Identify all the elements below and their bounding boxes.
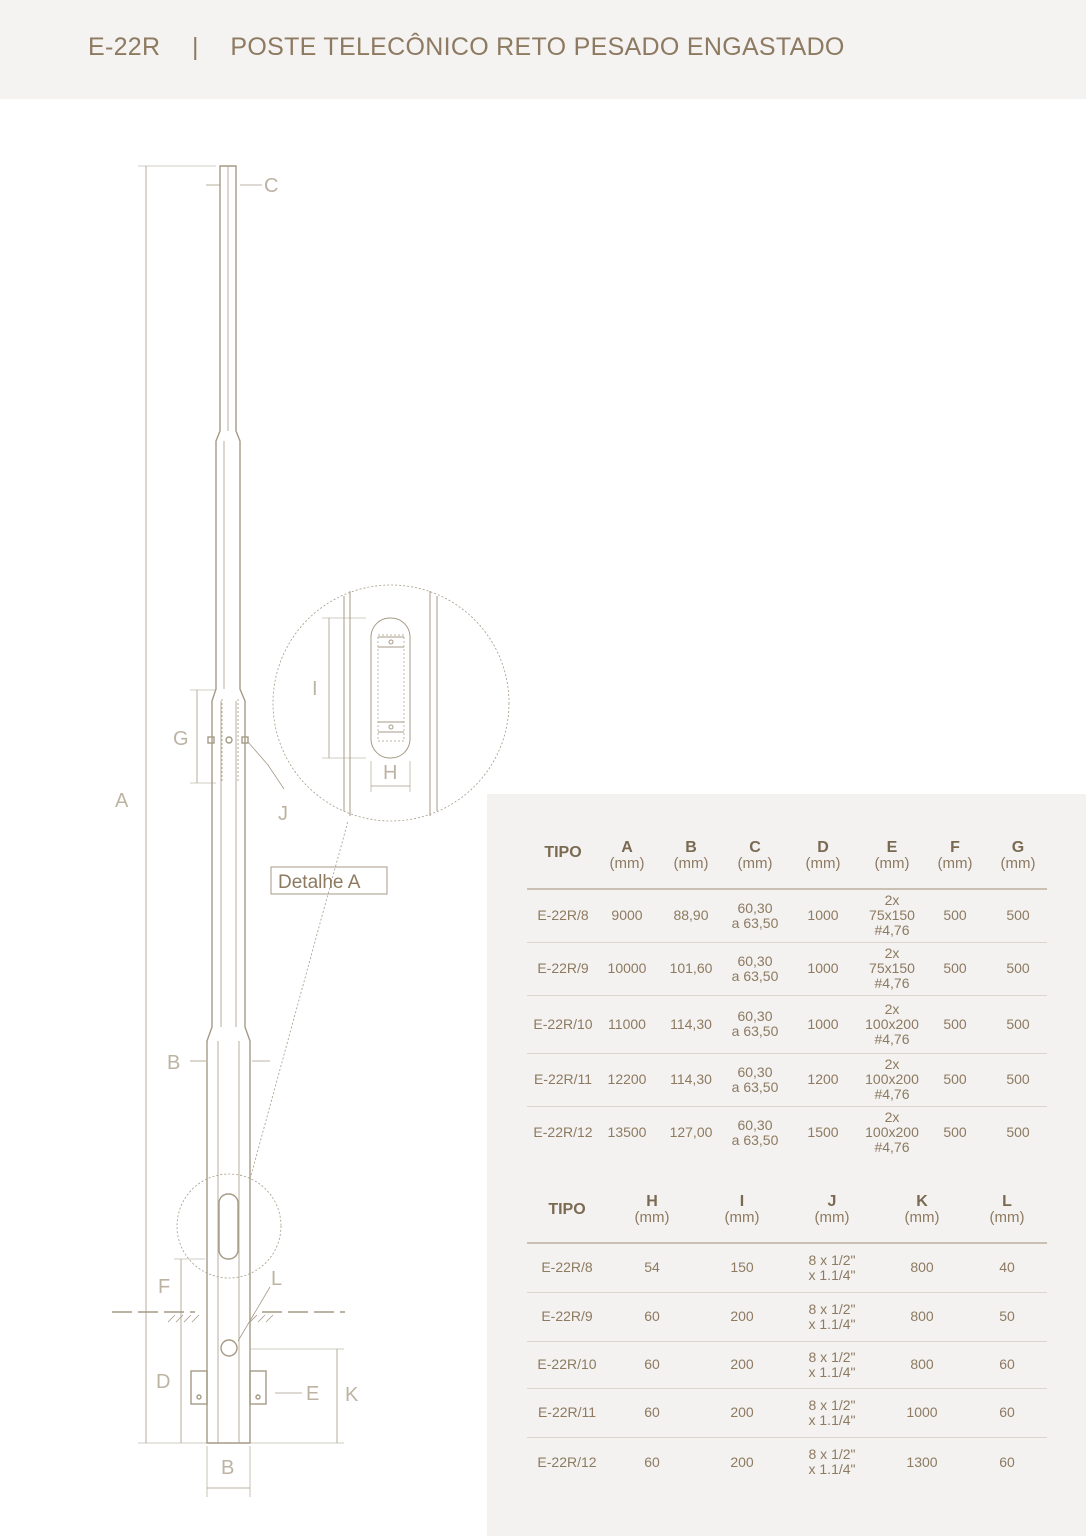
detail-source-circle bbox=[177, 1174, 281, 1278]
pole-technical-drawing bbox=[0, 99, 560, 1536]
cell-c: 60,30 a 63,50 bbox=[727, 1053, 783, 1106]
cell-k: 1000 bbox=[877, 1388, 967, 1437]
title-separator: | bbox=[191, 33, 199, 61]
label-c: C bbox=[264, 175, 279, 197]
col-header-b: B (mm) bbox=[655, 834, 727, 889]
col-header-c: C (mm) bbox=[727, 834, 783, 889]
product-title: POSTE TELECÔNICO RETO PESADO ENGASTADO bbox=[230, 33, 845, 61]
cell-b: 114,30 bbox=[655, 1053, 727, 1106]
label-j: J bbox=[278, 803, 288, 825]
col-header-g: G (mm) bbox=[989, 834, 1047, 889]
col-header-f: F (mm) bbox=[921, 834, 989, 889]
page-header bbox=[0, 0, 1086, 99]
cell-i: 200 bbox=[697, 1388, 787, 1437]
label-e: E bbox=[306, 1383, 320, 1405]
inspection-window bbox=[219, 1194, 238, 1259]
col-header-k: K (mm) bbox=[877, 1193, 967, 1243]
label-i: I bbox=[312, 678, 318, 700]
cell-g: 500 bbox=[1006, 1124, 1030, 1141]
cell-g: 500 bbox=[989, 995, 1047, 1053]
cell-b: 127,00 bbox=[669, 1124, 713, 1141]
cell-l: 40 bbox=[967, 1243, 1047, 1292]
col-header-l: L (mm) bbox=[967, 1193, 1047, 1243]
cell-tipo: E-22R/12 bbox=[537, 1453, 597, 1470]
table-row bbox=[527, 1053, 1047, 1106]
cell-tipo: E-22R/12 bbox=[533, 1124, 593, 1141]
label-h: H bbox=[383, 762, 398, 784]
cell-tipo: E-22R/9 bbox=[527, 1292, 607, 1341]
table-row bbox=[527, 995, 1047, 1053]
cell-h: 54 bbox=[607, 1243, 697, 1292]
cell-b: 88,90 bbox=[655, 889, 727, 942]
cell-i: 200 bbox=[730, 1453, 754, 1470]
table-header-row bbox=[527, 834, 1047, 889]
cable-entry-hole bbox=[221, 1340, 237, 1356]
cell-tipo: E-22R/8 bbox=[527, 1243, 607, 1292]
cell-k: 800 bbox=[877, 1341, 967, 1388]
cell-l: 60 bbox=[967, 1388, 1047, 1437]
cell-a: 9000 bbox=[599, 889, 655, 942]
table-row bbox=[527, 1292, 1047, 1341]
cell-j: 8 x 1/2" x 1.1/4" bbox=[787, 1341, 877, 1388]
col-header-e: E (mm) bbox=[863, 834, 921, 889]
cell-k: 800 bbox=[877, 1243, 967, 1292]
cell-d: 1000 bbox=[783, 942, 863, 995]
cell-d: 1500 bbox=[807, 1124, 839, 1141]
cell-tipo: E-22R/11 bbox=[527, 1388, 607, 1437]
col-header-tipo: TIPO bbox=[527, 834, 599, 889]
spec-table-2 bbox=[527, 1193, 1047, 1487]
cell-h: 60 bbox=[607, 1292, 697, 1341]
table-row bbox=[527, 889, 1047, 942]
table-row bbox=[527, 1106, 1047, 1159]
cell-f: 500 bbox=[921, 1053, 989, 1106]
col-header-h: H (mm) bbox=[607, 1193, 697, 1243]
cell-g: 500 bbox=[989, 1053, 1047, 1106]
cell-tipo: E-22R/8 bbox=[527, 889, 599, 942]
label-l: L bbox=[271, 1268, 283, 1290]
cell-tipo: E-22R/10 bbox=[527, 1341, 607, 1388]
col-header-i: I (mm) bbox=[697, 1193, 787, 1243]
label-b-bottom: B bbox=[221, 1457, 235, 1479]
cell-c: 60,30 a 63,50 bbox=[727, 889, 783, 942]
cell-a: 11000 bbox=[599, 995, 655, 1053]
col-header-tipo: TIPO bbox=[527, 1193, 607, 1243]
cell-tipo: E-22R/9 bbox=[527, 942, 599, 995]
cell-h: 60 bbox=[607, 1341, 697, 1388]
cell-k: 1300 bbox=[906, 1453, 938, 1470]
label-a: A bbox=[115, 790, 129, 812]
cell-tipo: E-22R/11 bbox=[527, 1053, 599, 1106]
page-title bbox=[88, 33, 845, 62]
cell-f: 500 bbox=[921, 995, 989, 1053]
pole-top-section bbox=[207, 166, 250, 1443]
cell-l: 60 bbox=[967, 1341, 1047, 1388]
cell-h: 60 bbox=[644, 1453, 660, 1470]
spec-table-1 bbox=[527, 834, 1047, 1159]
cell-l: 50 bbox=[967, 1292, 1047, 1341]
cell-j: 8 x 1/2" x 1.1/4" bbox=[787, 1388, 877, 1437]
cell-e: 2x 100x200 #4,76 bbox=[865, 1109, 919, 1156]
cell-a: 10000 bbox=[599, 942, 655, 995]
cell-i: 150 bbox=[697, 1243, 787, 1292]
cell-g: 500 bbox=[989, 889, 1047, 942]
cell-g: 500 bbox=[989, 942, 1047, 995]
col-header-a: A (mm) bbox=[599, 834, 655, 889]
cell-e: 2x 75x150 #4,76 bbox=[863, 889, 921, 942]
cell-i: 200 bbox=[697, 1341, 787, 1388]
cell-e: 2x 100x200 #4,76 bbox=[863, 1053, 921, 1106]
table-row bbox=[527, 942, 1047, 995]
cell-c: 60,30 a 63,50 bbox=[731, 1116, 779, 1148]
cell-tipo: E-22R/10 bbox=[527, 995, 599, 1053]
cell-d: 1000 bbox=[783, 889, 863, 942]
detail-a-label: Detalhe A bbox=[278, 872, 361, 893]
cell-f: 500 bbox=[921, 942, 989, 995]
cell-f: 500 bbox=[921, 889, 989, 942]
cell-j: 8 x 1/2" x 1.1/4" bbox=[787, 1243, 877, 1292]
cell-d: 1200 bbox=[783, 1053, 863, 1106]
joint-bolt-center bbox=[226, 737, 232, 743]
table-row bbox=[527, 1341, 1047, 1388]
cell-b: 101,60 bbox=[655, 942, 727, 995]
label-k: K bbox=[345, 1384, 359, 1406]
table-row bbox=[527, 1243, 1047, 1292]
joint-bolt-left bbox=[208, 737, 214, 743]
table-header-row bbox=[527, 1193, 1047, 1243]
cell-j: 8 x 1/2" x 1.1/4" bbox=[787, 1292, 877, 1341]
cell-i: 200 bbox=[697, 1292, 787, 1341]
cell-a: 12200 bbox=[599, 1053, 655, 1106]
table-row bbox=[527, 1437, 1047, 1487]
product-code: E-22R bbox=[88, 33, 161, 61]
label-g: G bbox=[173, 728, 189, 750]
col-header-j: J (mm) bbox=[787, 1193, 877, 1243]
cell-c: 60,30 a 63,50 bbox=[727, 995, 783, 1053]
col-header-d: D (mm) bbox=[783, 834, 863, 889]
cell-c: 60,30 a 63,50 bbox=[727, 942, 783, 995]
cell-f: 500 bbox=[943, 1124, 967, 1141]
table-row bbox=[527, 1388, 1047, 1437]
cell-k: 800 bbox=[877, 1292, 967, 1341]
cell-a: 13500 bbox=[607, 1124, 647, 1141]
cell-h: 60 bbox=[607, 1388, 697, 1437]
label-b-top: B bbox=[167, 1052, 181, 1074]
cell-b: 114,30 bbox=[655, 995, 727, 1053]
label-f: F bbox=[158, 1276, 171, 1298]
cell-j: 8 x 1/2" x 1.1/4" bbox=[808, 1446, 856, 1478]
cell-e: 2x 75x150 #4,76 bbox=[863, 942, 921, 995]
cell-e: 2x 100x200 #4,76 bbox=[863, 995, 921, 1053]
cell-l: 60 bbox=[999, 1453, 1015, 1470]
label-d: D bbox=[156, 1371, 171, 1393]
cell-d: 1000 bbox=[783, 995, 863, 1053]
